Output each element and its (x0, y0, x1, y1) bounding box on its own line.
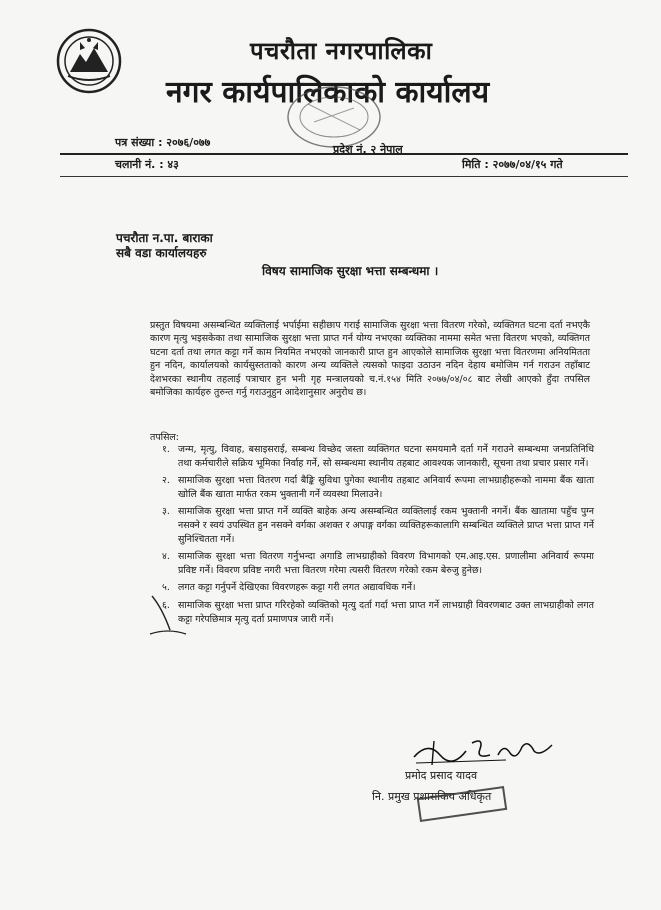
recipient-line-1: पचरौता न.पा. बाराका (116, 231, 213, 245)
item-number: ५. (162, 582, 170, 594)
seal-text: प्रदेश नं. २ नेपाल (333, 143, 403, 156)
list-item (162, 474, 594, 501)
header-divider (60, 153, 628, 155)
pen-mark-icon (148, 590, 188, 640)
municipality-name: पचरौता नगरपालिका (250, 37, 433, 65)
item-text: सामाजिक सुरक्षा भत्ता वितरण गर्नुभन्दा अगाडि लाभग्राहीको विवरण विभागको एम.आइ.एस. प्रणालीमा अनिवार्य रूपमा प्रविष्ट गर्ने। विवरण प्रविष्ट नगरी भत्ता वितरण गरेमा त्यसरी वितरण गरेको रकम बेरुजु हुनेछ। (178, 551, 594, 576)
item-number: २. (162, 475, 170, 487)
item-text: सामाजिक सुरक्षा भत्ता प्राप्त गरिरहेको व्यक्तिको मृत्यु दर्ता गर्दा भत्ता प्राप्त गर्ने लाभग्राही विवरणबाट उक्त लाभग्राहीको लगत कट्टा गरेपछिमात्र मृत्यु दर्ता प्रमाणपत्र जारी गर्ने। (178, 599, 594, 625)
item-number: ४. (162, 551, 170, 563)
tapsil-label: तपसिल: (150, 432, 179, 443)
signatory-title: नि. प्रमुख प्रशासकिय अधिकृत (372, 790, 492, 803)
item-text: लगत कट्टा गर्नुपर्ने देखिएका विवरणहरू कट्टा गरी लगत अद्यावधिक गर्ने। (178, 582, 416, 594)
recipient-line-2: सबै वडा कार्यालयहरु (116, 246, 207, 260)
letter-number: पत्र संख्या : २०७६/०७७ (115, 136, 211, 149)
list-item (162, 599, 594, 626)
signatory-name: प्रमोद प्रसाद यादव (405, 769, 478, 782)
letter-subject: विषय सामाजिक सुरक्षा भत्ता सम्बन्धमा । (262, 264, 439, 278)
letter-body: प्रस्तुत विषयमा असम्बन्धित व्यक्तिलाई भर्पाईमा सहीछाप गराई सामाजिक सुरक्षा भत्ता वितरण गरेको, व्यक्तिगत घटना दर्ता नभएकै कारण मृत्यु भइसकेका तथा सामाजिक सुरक्षा भत्ता प्राप्त गर्न योग्य नभएका व्यक्तिका नाममा समेत भत्ता वितरण भएको, व्यक्तिगत घटना दर्ता तथा लगत कट्टा गर्ने काम नियमित नभएको जानकारी प्राप्त हुन आएकोले सामाजिक सुरक्षा भत्ता वितरणमा अनियमितता हुन नदिन, कार्यालयको कार्यसुस्तताको कारण अन्य व्यक्तिले त्यसको फाइदा उठाउन नदिन देहाय बमोजिम गर्न गराउन तहाँबाट देशभरका स्थानीय तहलाई पत्राचार हुन भनी गृह मन्त्रालयको च.नं.१५४ मिति २०७७/०४/०८ बाट लेखी आएको हुँदा तपसिल बमोजिका कार्यहरु तुरुन्त गर्नु गराउनुहुन आदेशानुसार अनुरोध छ। (150, 320, 590, 399)
item-number: ६. (162, 599, 170, 611)
list-item (162, 443, 594, 470)
item-text: जन्म, मृत्यु, विवाह, बसाइसराई, सम्बन्ध विच्छेद जस्ता व्यक्तिगत घटना समयमानै दर्ता गर्ने गराउने सम्बन्धमा जनप्रतिनिधि तथा कर्मचारीले सक्रिय भूमिका निर्वाह गर्ने, सो सम्बन्धमा स्थानीय तहबाट आवश्यक जानकारी, सूचना तथा प्रचार प्रसार गर्ने। (178, 444, 594, 469)
meta-divider (60, 176, 628, 177)
item-number: १. (162, 444, 170, 455)
list-item (162, 505, 594, 546)
item-text: सामाजिक सुरक्षा भत्ता वितरण गर्दा बैङ्कि सुविधा पुगेका स्थानीय तहबाट अनिवार्य रूपमा लाभग्राहीहरूको नाममा बैंक खाता खोलि बैंक खाता मार्फत रकम भुक्तानी गर्ने व्यवस्था मिलाउने। (178, 475, 594, 500)
item-number: ३. (162, 506, 170, 518)
list-item (162, 581, 594, 595)
item-text: सामाजिक सुरक्षा भत्ता प्राप्त गर्ने व्यक्ति बाहेक अन्य असम्बन्धित व्यक्तिलाई रकम भुक्तानी नगर्ने। बैंक खातामा पहुँच पुग्न नसक्ने र स्वयं उपस्थित हुन नसक्ने वर्गका अशक्त र अपाङ्ग वर्गका व्यक्तिहरूकालागि सम्बन्धित व्यक्तिले प्राप्त भत्ता प्राप्त गर्ने सुनिश्चितता गर्ने। (178, 506, 594, 545)
handwritten-signature-icon (410, 733, 560, 769)
dispatch-number: चलानी नं. : ४३ (115, 158, 179, 171)
municipality-emblem-icon (56, 28, 122, 94)
list-item (162, 550, 594, 577)
instruction-list (162, 443, 594, 630)
letter-date: मिति : २०७७/०४/१५ गते (462, 158, 563, 171)
office-name: नगर कार्यपालिकाको कार्यालय (166, 75, 490, 110)
